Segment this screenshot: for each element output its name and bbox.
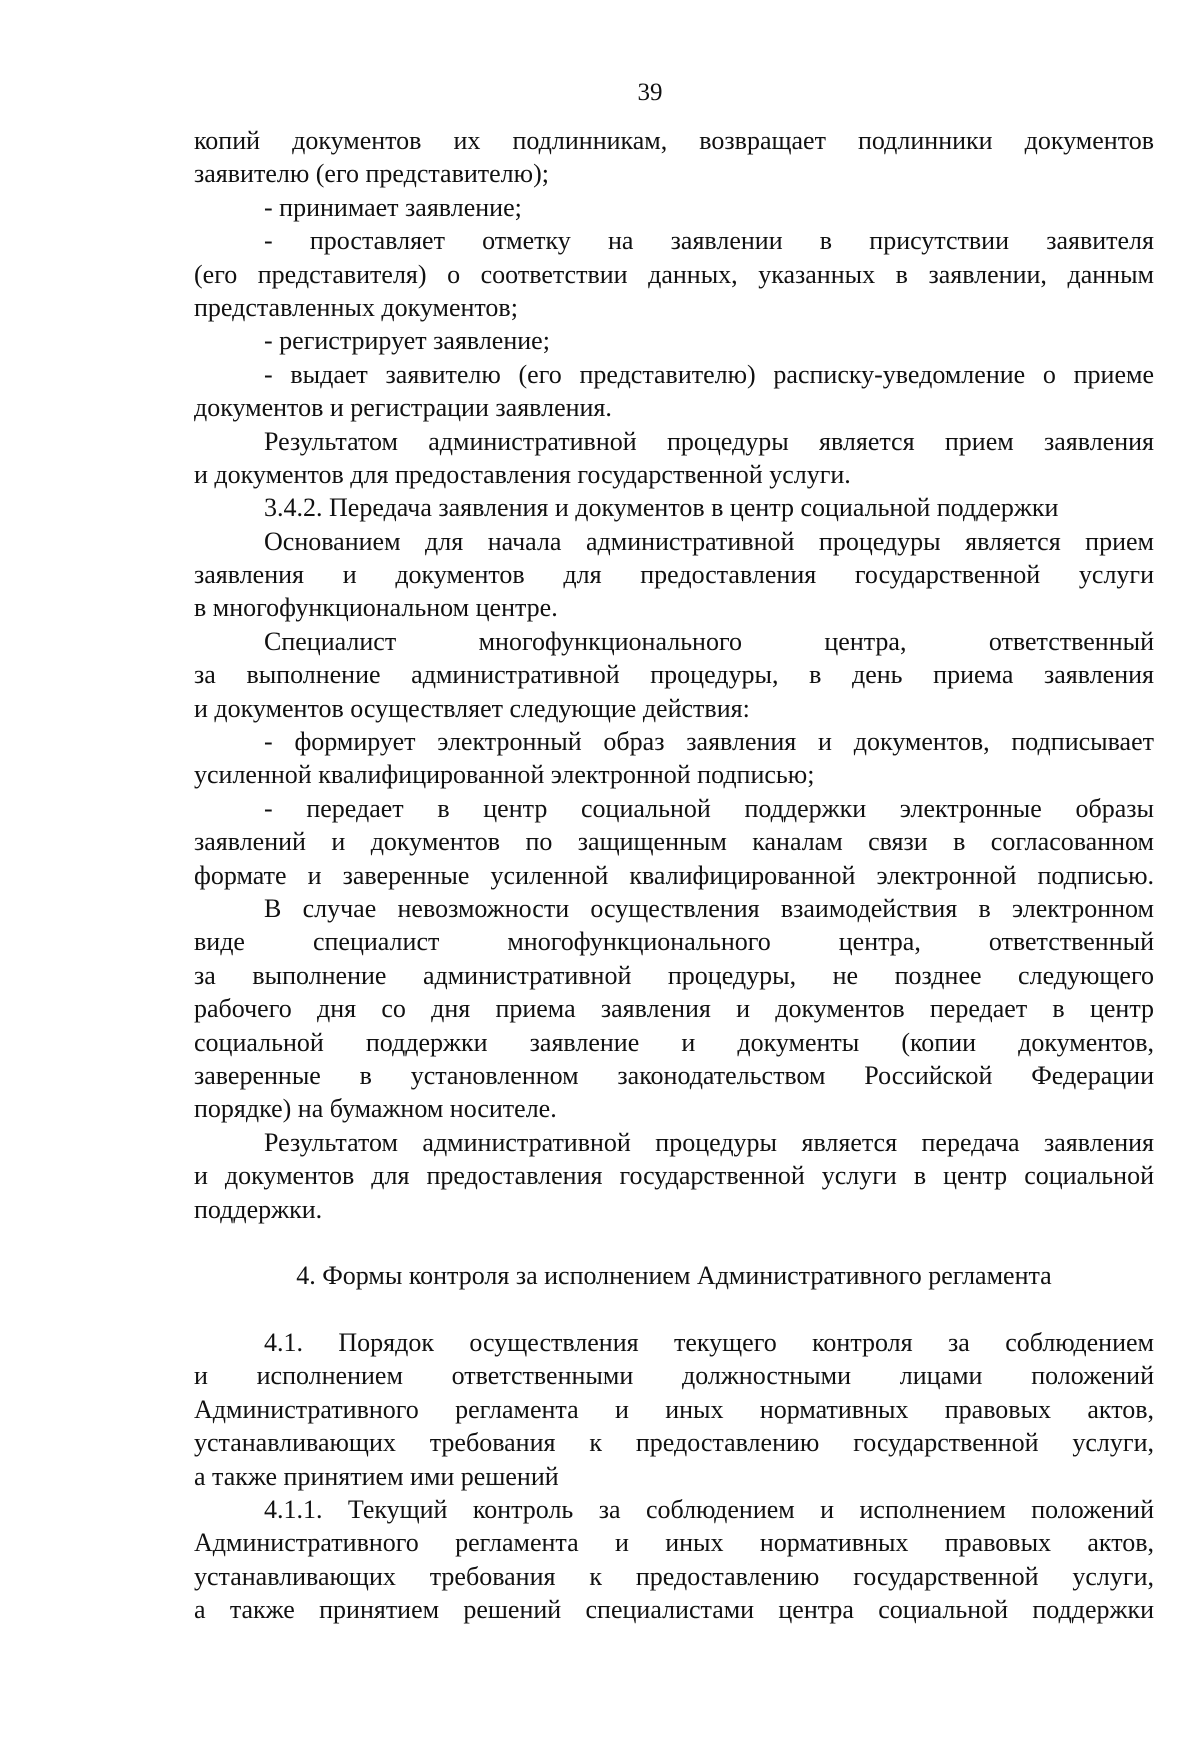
text-line: Административного регламента и иных нормативных правовых актов, — [194, 1528, 1154, 1558]
text-line: Специалист многофункционального центра, ответственный — [264, 626, 1154, 656]
text-line: формате и заверенные усиленной квалифицированной электронной подписью. — [194, 860, 1154, 890]
text-line: поддержки. — [194, 1194, 323, 1224]
text-line: (его представителя) о соответствии данных, указанных в заявлении, данным — [194, 259, 1154, 289]
text-line: а также принятием решений специалистами центра социальной поддержки — [194, 1595, 1154, 1625]
text-line: порядке) на бумажном носителе. — [194, 1094, 557, 1124]
document-body — [194, 124, 1154, 1627]
page-number: 39 — [637, 79, 663, 106]
text-line: Результатом административной процедуры является передача заявления — [264, 1127, 1154, 1157]
text-line: в многофункциональном центре. — [194, 593, 558, 623]
text-line: Результатом административной процедуры является прием заявления — [264, 426, 1154, 456]
paragraph-gap — [194, 1226, 1154, 1259]
text-line: - принимает заявление; — [264, 192, 522, 222]
section-heading: 4. Формы контроля за исполнением Административного регламента — [296, 1261, 1052, 1291]
text-line: - формирует электронный образ заявления и документов, подписывает — [264, 727, 1154, 757]
text-line: В случае невозможности осуществления взаимодействия в электронном — [264, 893, 1154, 923]
text-line: 4.1. Порядок осуществления текущего контроля за соблюдением — [264, 1328, 1154, 1358]
text-line: копий документов их подлинникам, возвращает подлинники документов — [194, 126, 1154, 155]
paragraph-gap — [194, 1293, 1154, 1326]
text-line: Основанием для начала административной процедуры является прием — [264, 526, 1154, 556]
text-line: социальной поддержки заявление и документы (копии документов, — [194, 1027, 1154, 1057]
text-line: - проставляет отметку на заявлении в присутствии заявителя — [264, 226, 1154, 256]
text-line: усиленной квалифицированной электронной подписью; — [194, 760, 815, 790]
text-line: 4.1.1. Текущий контроль за соблюдением и исполнением положений — [264, 1495, 1154, 1525]
text-line: рабочего дня со дня приема заявления и документов передает в центр — [194, 994, 1154, 1024]
text-line: заявителю (его представителю); — [194, 159, 549, 189]
text-line: - выдает заявителю (его представителю) расписку-уведомление о приеме — [264, 359, 1154, 389]
text-line: и документов для предоставления государственной услуги в центр социальной — [194, 1161, 1154, 1191]
text-line: виде специалист многофункционального центра, ответственный — [194, 927, 1154, 957]
text-line: устанавливающих требования к предоставлению государственной услуги, — [194, 1428, 1154, 1458]
text-line: представленных документов; — [194, 292, 518, 322]
text-line: заявлений и документов по защищенным каналам связи в согласованном — [194, 827, 1154, 857]
text-line: за выполнение административной процедуры, в день приема заявления — [194, 660, 1154, 690]
text-line: 3.4.2. Передача заявления и документов в центр социальной поддержки — [264, 493, 1059, 523]
text-line: и документов для предоставления государственной услуги. — [194, 459, 851, 489]
text-line: - передает в центр социальной поддержки электронные образы — [264, 793, 1154, 823]
text-line: и документов осуществляет следующие действия: — [194, 693, 750, 723]
text-line: заявления и документов для предоставления государственной услуги — [194, 560, 1154, 590]
text-line: устанавливающих требования к предоставлению государственной услуги, — [194, 1561, 1154, 1591]
text-line: за выполнение административной процедуры, не позднее следующего — [194, 960, 1154, 990]
text-line: а также принятием ими решений — [194, 1461, 559, 1491]
text-line: документов и регистрации заявления. — [194, 393, 612, 423]
text-line: - регистрирует заявление; — [264, 326, 550, 356]
text-line: и исполнением ответственными должностными лицами положений — [194, 1361, 1154, 1391]
text-line: заверенные в установленном законодательством Российской Федерации — [194, 1060, 1154, 1090]
text-line: Административного регламента и иных нормативных правовых актов, — [194, 1394, 1154, 1424]
